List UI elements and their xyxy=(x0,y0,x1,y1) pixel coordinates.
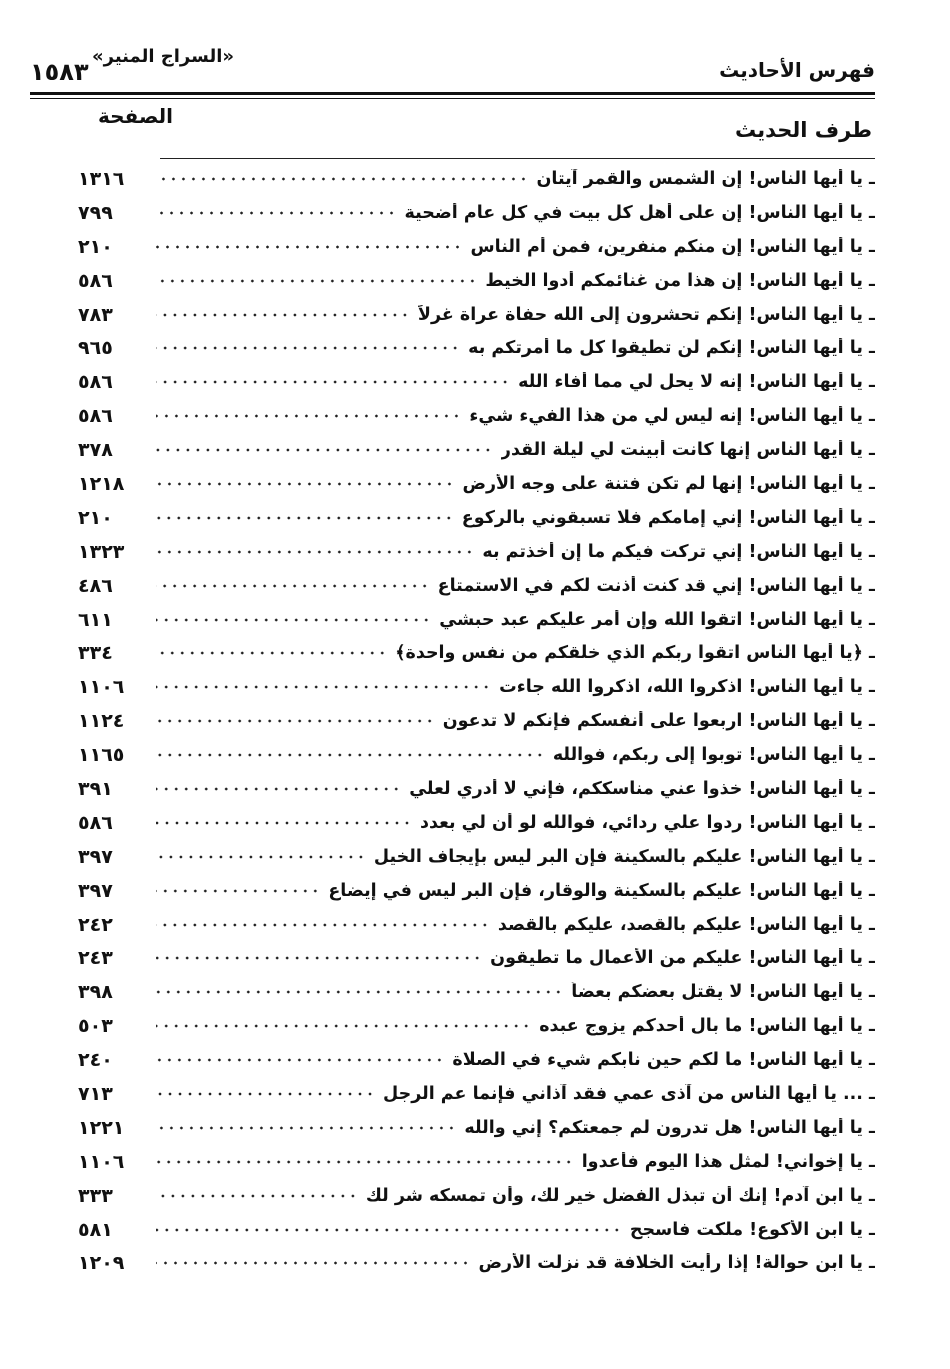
list-item xyxy=(78,365,875,399)
hadith-text: ـ ﴿يا أيها الناس اتقوا ربكم الذي خلقكم من نفس واحدة﴾ xyxy=(395,643,875,664)
hadith-text: ـ يا أيها الناس! إنه لا يحل لي مما أفاء الله xyxy=(518,372,875,393)
dot-leader xyxy=(156,1158,574,1166)
list-item xyxy=(78,636,875,670)
page-reference: ١١٠٦ xyxy=(78,676,125,699)
hadith-text: ـ يا أيها الناس! هل تدرون لم جمعتكم؟ إني والله xyxy=(464,1117,875,1138)
dot-leader xyxy=(156,209,397,217)
running-header xyxy=(30,44,875,92)
page-reference: ٩٦٥ xyxy=(78,337,113,360)
page-number: ١٥٨٣ xyxy=(30,58,89,86)
column-header-page: الصفحة xyxy=(98,104,174,128)
list-item xyxy=(78,433,875,467)
page-reference: ٣٩١ xyxy=(78,777,113,800)
list-item xyxy=(78,501,875,535)
list-item xyxy=(78,941,875,975)
page-reference: ٣٩٧ xyxy=(78,845,113,868)
hadith-text: ـ يا أيها الناس! اتقوا الله وإن أمر عليكم عبد حبشي xyxy=(439,609,875,630)
dot-leader xyxy=(156,616,431,624)
hadith-text: ـ يا أيها الناس! إني قد كنت أذنت لكم في الاستمتاع xyxy=(437,575,875,596)
dot-leader xyxy=(156,683,491,691)
page-reference: ٢٤٠ xyxy=(78,1049,113,1072)
page-reference: ٧٩٩ xyxy=(78,201,113,224)
dot-leader xyxy=(156,311,410,319)
dot-leader xyxy=(156,887,320,895)
list-item xyxy=(78,399,875,433)
dot-leader xyxy=(156,1259,471,1267)
list-item xyxy=(78,1111,875,1145)
page-reference: ٣٧٨ xyxy=(78,439,113,462)
list-item xyxy=(78,738,875,772)
page-reference: ٥٨٦ xyxy=(78,405,113,428)
page-reference: ١٢٢١ xyxy=(78,1116,125,1139)
page-reference: ٢٤٢ xyxy=(78,913,113,936)
list-item xyxy=(78,162,875,196)
hadith-text: ـ يا ابن آدم! إنك أن تبذل الفضل خير لك، وأن تمسكه شر لك xyxy=(365,1185,875,1206)
list-item xyxy=(78,704,875,738)
dot-leader xyxy=(156,954,482,962)
list-item xyxy=(78,230,875,264)
list-item xyxy=(78,196,875,230)
hadith-text: ـ يا أيها الناس! اذكروا الله، اذكروا الله جاءت xyxy=(499,677,875,698)
hadith-text: ـ ... يا أيها الناس من آذى عمي فقد آذاني فإنما عم الرجل xyxy=(383,1083,875,1104)
header-rule-thin xyxy=(30,98,875,99)
dot-leader xyxy=(156,1124,456,1132)
hadith-text: ـ يا ابن حوالة! إذا رأيت الخلافة قد نزلت الأرض xyxy=(478,1253,875,1274)
dot-leader xyxy=(156,514,454,522)
list-item xyxy=(78,806,875,840)
list-item xyxy=(78,331,875,365)
hadith-text: ـ يا أيها الناس! خذوا عني مناسككم، فإني لا أدري لعلي xyxy=(409,778,875,799)
list-item xyxy=(78,298,875,332)
page-reference: ١٢٠٩ xyxy=(78,1252,125,1275)
list-item xyxy=(78,1179,875,1213)
list-item xyxy=(78,535,875,569)
page-reference: ٥٨٦ xyxy=(78,811,113,834)
dot-leader xyxy=(156,1090,375,1098)
hadith-text: ـ يا أيها الناس إنها كانت أبينت لي ليلة القدر xyxy=(500,440,875,461)
list-item xyxy=(78,840,875,874)
dot-leader xyxy=(156,582,430,590)
page-reference: ١١٠٦ xyxy=(78,1150,125,1173)
page-reference: ١٣٢٣ xyxy=(78,540,125,563)
dot-leader xyxy=(156,988,563,996)
page-reference: ٣٩٨ xyxy=(78,981,113,1004)
page-reference: ٣٣٣ xyxy=(78,1184,113,1207)
page-reference: ٥٠٣ xyxy=(78,1015,113,1038)
dot-leader xyxy=(156,412,461,420)
list-item xyxy=(78,569,875,603)
list-item xyxy=(78,467,875,501)
page-reference: ٧٨٣ xyxy=(78,303,113,326)
list-item xyxy=(78,670,875,704)
page-reference: ٢١٠ xyxy=(78,506,113,529)
page-reference: ١٢١٨ xyxy=(78,472,125,495)
dot-leader xyxy=(156,344,460,352)
dot-leader xyxy=(156,446,493,454)
hadith-text: ـ يا أيها الناس! ما بال أحدكم يزوج عبده xyxy=(539,1016,875,1037)
hadith-text: ـ يا ابن الأكوع! ملكت فاسجح xyxy=(629,1219,875,1240)
dot-leader xyxy=(156,480,454,488)
list-item xyxy=(78,1145,875,1179)
hadith-text: ـ يا أيها الناس! إن على أهل كل بيت في كل عام أضحية xyxy=(404,202,875,223)
column-header-hadith: طرف الحديث xyxy=(734,118,872,142)
dot-leader xyxy=(156,853,366,861)
page-reference: ٣٩٧ xyxy=(78,879,113,902)
hadith-index-list xyxy=(78,162,875,1280)
dot-leader xyxy=(156,277,477,285)
list-item xyxy=(78,1247,875,1281)
hadith-text: ـ يا أيها الناس! عليكم بالسكينة والوقار، فإن البر ليس في إيضاع xyxy=(328,880,875,901)
page-reference: ١١٦٥ xyxy=(78,744,125,767)
list-item xyxy=(78,1043,875,1077)
hadith-text: ـ يا أيها الناس! إن الشمس والقمر آيتان xyxy=(536,168,875,189)
list-item xyxy=(78,772,875,806)
dot-leader xyxy=(156,785,401,793)
dot-leader xyxy=(156,921,490,929)
list-item xyxy=(78,1009,875,1043)
hadith-text: ـ يا إخواني! لمثل هذا اليوم فأعدوا xyxy=(581,1151,875,1172)
page-reference: ٥٨٦ xyxy=(78,269,113,292)
page-reference: ١٣١٦ xyxy=(78,167,125,190)
dot-leader xyxy=(156,548,474,556)
hadith-text: ـ يا أيها الناس! عليكم بالقصد، عليكم بالقصد xyxy=(497,914,875,935)
hadith-text: ـ يا أيها الناس! لا يقتل بعضكم بعضاً xyxy=(571,982,875,1003)
page-reference: ١١٢٤ xyxy=(78,710,125,733)
hadith-text: ـ يا أيها الناس! إنكم تحشرون إلى الله حفاة عراة غرلاً xyxy=(417,304,875,325)
column-header-rule xyxy=(160,158,875,159)
list-item xyxy=(78,603,875,637)
dot-leader xyxy=(156,243,463,251)
dot-leader xyxy=(156,1192,358,1200)
hadith-text: ـ يا أيها الناس! توبوا إلى ربكم، فوالله xyxy=(552,745,875,766)
page-reference: ٥٨١ xyxy=(78,1218,113,1241)
hadith-text: ـ يا أيها الناس! إنكم لن تطيقوا كل ما أمرتكم به xyxy=(468,338,875,359)
list-item xyxy=(78,874,875,908)
page-reference: ٢٤٣ xyxy=(78,947,113,970)
page-reference: ٥٨٦ xyxy=(78,371,113,394)
hadith-text: ـ يا أيها الناس! إنها لم تكن فتنة على وجه الأرض xyxy=(462,473,875,494)
dot-leader xyxy=(156,1226,622,1234)
hadith-text: ـ يا أيها الناس! إن منكم منفرين، فمن أم الناس xyxy=(470,236,875,257)
dot-leader xyxy=(156,819,412,827)
hadith-text: ـ يا أيها الناس! ردوا علي ردائي، فوالله لو أن لي بعدد xyxy=(419,812,875,833)
book-title: «السراج المنير» xyxy=(92,46,234,67)
dot-leader xyxy=(156,1022,531,1030)
page-reference: ٢١٠ xyxy=(78,235,113,258)
hadith-text: ـ يا أيها الناس! إني إمامكم فلا تسبقوني بالركوع xyxy=(461,507,875,528)
dot-leader xyxy=(156,175,528,183)
section-title: فهرس الأحاديث xyxy=(719,58,875,82)
list-item xyxy=(78,264,875,298)
hadith-text: ـ يا أيها الناس! عليكم بالسكينة فإن البر ليس بإيجاف الخيل xyxy=(373,846,875,867)
page-reference: ٣٣٤ xyxy=(78,642,113,665)
dot-leader xyxy=(156,378,510,386)
list-item xyxy=(78,975,875,1009)
hadith-text: ـ يا أيها الناس! اربعوا على أنفسكم فإنكم لا تدعون xyxy=(442,711,875,732)
header-rule-thick xyxy=(30,92,875,95)
list-item xyxy=(78,1077,875,1111)
list-item xyxy=(78,1213,875,1247)
dot-leader xyxy=(156,751,545,759)
dot-leader xyxy=(156,649,387,657)
hadith-text: ـ يا أيها الناس! إن هذا من غنائمكم أدوا الخيط xyxy=(485,270,875,291)
dot-leader xyxy=(156,1056,444,1064)
dot-leader xyxy=(156,717,435,725)
page-reference: ٧١٣ xyxy=(78,1082,113,1105)
hadith-text: ـ يا أيها الناس! عليكم من الأعمال ما تطيقون xyxy=(490,948,875,969)
hadith-text: ـ يا أيها الناس! ما لكم حين نابكم شيء في الصلاة xyxy=(452,1050,875,1071)
hadith-text: ـ يا أيها الناس! إني تركت فيكم ما إن أخذتم به xyxy=(482,541,875,562)
hadith-text: ـ يا أيها الناس! إنه ليس لي من هذا الفيء شيء xyxy=(469,406,875,427)
page-reference: ٤٨٦ xyxy=(78,574,113,597)
list-item xyxy=(78,908,875,942)
page-reference: ٦١١ xyxy=(78,608,113,631)
